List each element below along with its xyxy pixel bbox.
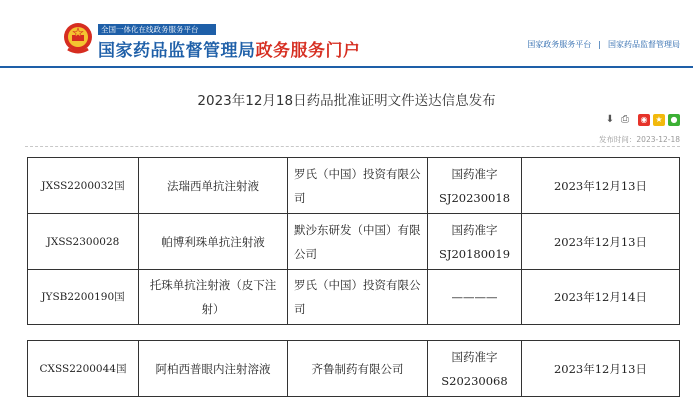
- delivery-date: 2023年12月13日: [522, 214, 680, 270]
- acceptance-number: JXSS2300028: [28, 214, 139, 270]
- download-icon[interactable]: ⬇: [605, 114, 615, 125]
- site-title[interactable]: [98, 36, 361, 61]
- approval-number: 国药准字S20230068: [428, 341, 522, 397]
- weibo-share-icon[interactable]: ◉: [638, 114, 650, 126]
- table-row: [28, 158, 680, 214]
- acceptance-number: JYSB2200190国: [28, 270, 139, 325]
- company-name: 齐鲁制药有限公司: [288, 341, 428, 397]
- site-title-agency: 国家药品监督管理局: [98, 41, 256, 61]
- nmpa-link[interactable]: 国家药品监督管理局: [608, 40, 680, 49]
- site-header: [0, 0, 693, 68]
- table-row: [28, 270, 680, 325]
- company-name: 默沙东研发（中国）有限公司: [288, 214, 428, 270]
- national-emblem-icon: [63, 22, 93, 54]
- drug-name: 法瑞西单抗注射液: [139, 158, 288, 214]
- company-name: 罗氏（中国）投资有限公司: [288, 158, 428, 214]
- approval-table-2: [27, 340, 680, 397]
- acceptance-number: CXSS2200044国: [28, 341, 139, 397]
- delivery-date: 2023年12月13日: [522, 158, 680, 214]
- link-separator: |: [598, 40, 601, 49]
- table-row: [28, 341, 680, 397]
- table-row: [28, 214, 680, 270]
- wechat-share-icon[interactable]: ●: [668, 114, 680, 126]
- approval-number: ————: [428, 270, 522, 325]
- platform-slogan: 全国一体化在线政务服务平台: [98, 24, 216, 35]
- drug-name: 帕博利珠单抗注射液: [139, 214, 288, 270]
- site-title-portal: 政务服务门户: [255, 41, 361, 61]
- approval-table: [27, 157, 680, 325]
- national-platform-link[interactable]: 国家政务服务平台: [527, 40, 592, 49]
- approval-number: 国药准字SJ20230018: [428, 158, 522, 214]
- drug-name: 托珠单抗注射液（皮下注射）: [139, 270, 288, 325]
- top-links: [527, 39, 680, 50]
- company-name: 罗氏（中国）投资有限公司: [288, 270, 428, 325]
- print-icon[interactable]: ⎙: [621, 114, 629, 125]
- publish-date: 发布时间：2023-12-18: [598, 135, 680, 144]
- divider: [25, 146, 680, 147]
- acceptance-number: JXSS2200032国: [28, 158, 139, 214]
- delivery-date: 2023年12月13日: [522, 341, 680, 397]
- qzone-share-icon[interactable]: ★: [653, 114, 665, 126]
- article-tools: [604, 113, 680, 127]
- approval-number: 国药准字SJ20180019: [428, 214, 522, 270]
- drug-name: 阿柏西普眼内注射溶液: [139, 341, 288, 397]
- delivery-date: 2023年12月14日: [522, 270, 680, 325]
- article-title: 2023年12月18日药品批准证明文件送达信息发布: [197, 93, 496, 109]
